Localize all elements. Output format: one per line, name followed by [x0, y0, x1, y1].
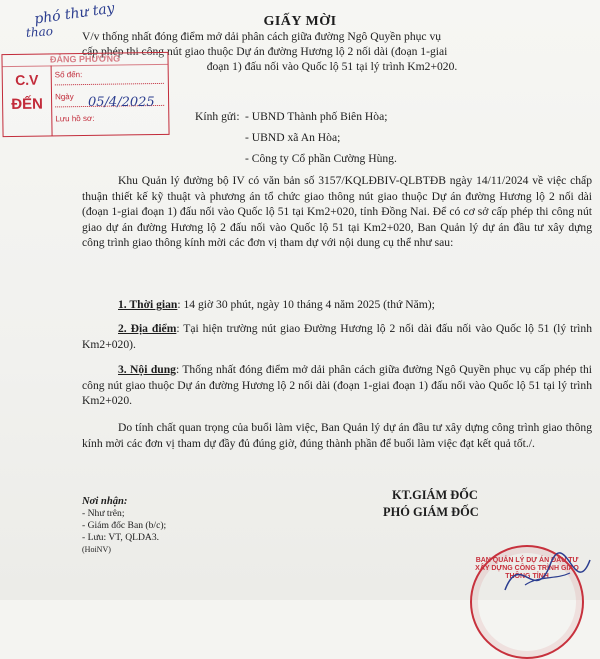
- recipient-line: - Như trên;: [82, 508, 125, 519]
- addressee-label: Kính gửi:: [195, 110, 240, 123]
- item-time-label: 1. Thời gian: [118, 298, 178, 311]
- body-paragraph: Khu Quản lý đường bộ IV có văn bản số 3157/KQLĐBIV-QLBTĐB ngày 14/11/2024 về việc chấp thuận thiết kế kỹ thuật và phương án tổ chức giao thông nút giao thuộc Dự án đường Hương lộ 2 nối dài (đoạn 1-giai đoạn 1) đấu nối vào Quốc lộ 51 tại Km2+020, tỉnh Đồng Nai. Để có cơ sở cấp phép thi công nút giao dự án đường Hương lộ 2 đấu nối vào Quốc lộ 51 tại Km2+020, Ban Quản lý dự án đầu tư xây dựng công trình giao thông kính mời các đơn vị tham dự với nội dung cụ thể như sau:: [82, 174, 592, 249]
- seal-text: BAN QUẢN LÝ DỰ ÁN ĐẦU TƯ XÂY DỰNG CÔNG TRÌNH GIAO THÔNG TỈNH: [475, 557, 579, 580]
- item-content: [82, 362, 592, 409]
- subject-line-1: V/v thống nhất đóng điểm mở dải phân cách giữa đường Ngô Quyền phục vụ: [82, 30, 442, 43]
- handwritten-note-2: thao: [25, 24, 54, 40]
- recipient-initials: (HoiNV): [82, 545, 111, 554]
- signature-scribble: [495, 545, 600, 600]
- recipients-header: Nơi nhận:: [82, 496, 128, 507]
- addressee-item: - UBND Thành phố Biên Hòa;: [245, 110, 388, 123]
- item-location-text: : Tại hiện trường nút giao Đường Hương lộ 2 nối dài đấu nối vào Quốc lộ 51 (lý trình Km2+020).: [82, 322, 592, 351]
- stamp-den: ĐẾN: [11, 95, 44, 114]
- stamp-ngay: Ngày: [55, 91, 164, 108]
- signature-title-1: KT.GIÁM ĐỐC: [392, 488, 478, 502]
- stamp-cv: C.V: [15, 71, 39, 88]
- item-content-label: 3. Nội dung: [118, 363, 176, 376]
- recipients-block: [82, 496, 166, 556]
- item-time: [82, 297, 592, 313]
- stamp-office: ĐẢNG PHƯỜNG: [2, 53, 167, 67]
- closing-paragraph: Do tính chất quan trọng của buổi làm việc, Ban Quản lý dự án đầu tư xây dựng công trình giao thông kính mời các đơn vị tham dự đầy đủ đúng giờ, đúng thành phần để buổi làm việc đạt kết quả tốt./.: [82, 421, 592, 450]
- stamp-luu-ho-so: Lưu hồ sơ:: [55, 113, 95, 124]
- addressee-item: - UBND xã An Hòa;: [245, 131, 341, 144]
- stamp-cv-den: [3, 65, 53, 136]
- signature-title-2: PHÓ GIÁM ĐỐC: [383, 505, 479, 519]
- recipient-line: - Giám đốc Ban (b/c);: [82, 520, 167, 531]
- subject-line-3: đoạn 1) đấu nối vào Quốc lộ 51 tại lý trình Km2+020.: [206, 60, 458, 73]
- item-content-text: : Thống nhất đóng điểm mở dải phân cách giữa đường Ngô Quyền phục vụ cấp phép thi công nút giao thuộc Dự án đường Hương lộ 2 nối dài (đoạn 1-giai đoạn 1) đấu nối vào Quốc lộ 51 tại lý trình Km2+020.: [82, 363, 593, 407]
- recipient-line: - Lưu: VT, QLDA3.: [82, 532, 160, 543]
- stamp-so-den: Số đến:: [55, 69, 164, 86]
- handwritten-note: phó thư tay: [33, 0, 116, 28]
- addressee-item: - Công ty Cổ phần Cường Hùng.: [245, 152, 397, 165]
- subject-line-2: cấp phép thi công nút giao thuộc Dự án đường Hương lộ 2 nối dài (đoạn 1-giai: [82, 45, 448, 58]
- stamp-date-handwritten: 05/4/2025: [88, 95, 155, 110]
- item-location-label: 2. Địa điểm: [118, 322, 177, 335]
- document-title: GIẤY MỜI: [263, 14, 337, 29]
- item-location: [82, 321, 592, 352]
- item-time-text: : 14 giờ 30 phút, ngày 10 tháng 4 năm 2025 (thứ Năm);: [177, 298, 435, 311]
